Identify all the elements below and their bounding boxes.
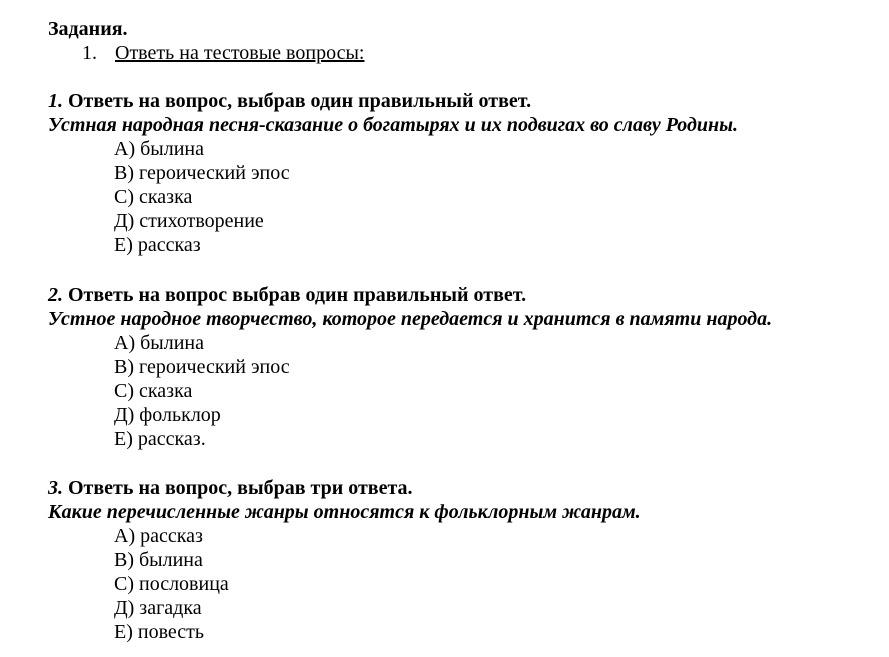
question-text: Устная народная песня-сказание о богатырях и их подвигах во славу Родины. — [48, 114, 739, 136]
question-number: 3. — [48, 477, 63, 499]
question-number: 1. — [48, 90, 63, 112]
task-item — [82, 41, 364, 65]
answer-option: А) рассказ — [114, 525, 203, 547]
answer-option: Д) стихотворение — [114, 210, 264, 232]
page-heading: Задания. — [48, 18, 128, 40]
answer-option: С) сказка — [114, 186, 193, 208]
answer-option: Е) рассказ. — [114, 428, 206, 450]
question-title — [48, 283, 883, 307]
question-text: Какие перечисленные жанры относятся к фольклорным жанрам. — [48, 501, 641, 523]
question-number: 2. — [48, 284, 63, 306]
task-text: Ответь на тестовые вопросы: — [115, 42, 365, 64]
answer-option: А) былина — [114, 332, 204, 354]
answer-options — [48, 331, 883, 451]
answer-option: В) героический эпос — [114, 356, 290, 378]
question-text: Устное народное творчество, которое передается и хранится в памяти народа. — [48, 308, 773, 330]
question-title — [48, 89, 883, 113]
answer-option: А) былина — [114, 138, 204, 160]
question-instruction: Ответь на вопрос, выбрав три ответа. — [63, 477, 413, 499]
question-instruction: Ответь на вопрос выбрав один правильный ответ. — [63, 284, 527, 306]
answer-option: В) былина — [114, 549, 203, 571]
answer-option: В) героический эпос — [114, 162, 290, 184]
question-title — [48, 476, 883, 500]
question-1 — [48, 89, 883, 257]
question-2 — [48, 283, 883, 451]
answer-option: Д) загадка — [114, 597, 202, 619]
answer-option: С) пословица — [114, 573, 229, 595]
answer-options — [48, 137, 883, 257]
answer-option: Е) повесть — [114, 621, 205, 643]
answer-options — [48, 524, 883, 644]
task-number: 1. — [82, 42, 97, 64]
answer-option: С) сказка — [114, 380, 193, 402]
answer-option: Д) фольклор — [114, 404, 221, 426]
question-3 — [48, 476, 883, 644]
answer-option: Е) рассказ — [114, 234, 201, 256]
question-instruction: Ответь на вопрос, выбрав один правильный ответ. — [63, 90, 532, 112]
